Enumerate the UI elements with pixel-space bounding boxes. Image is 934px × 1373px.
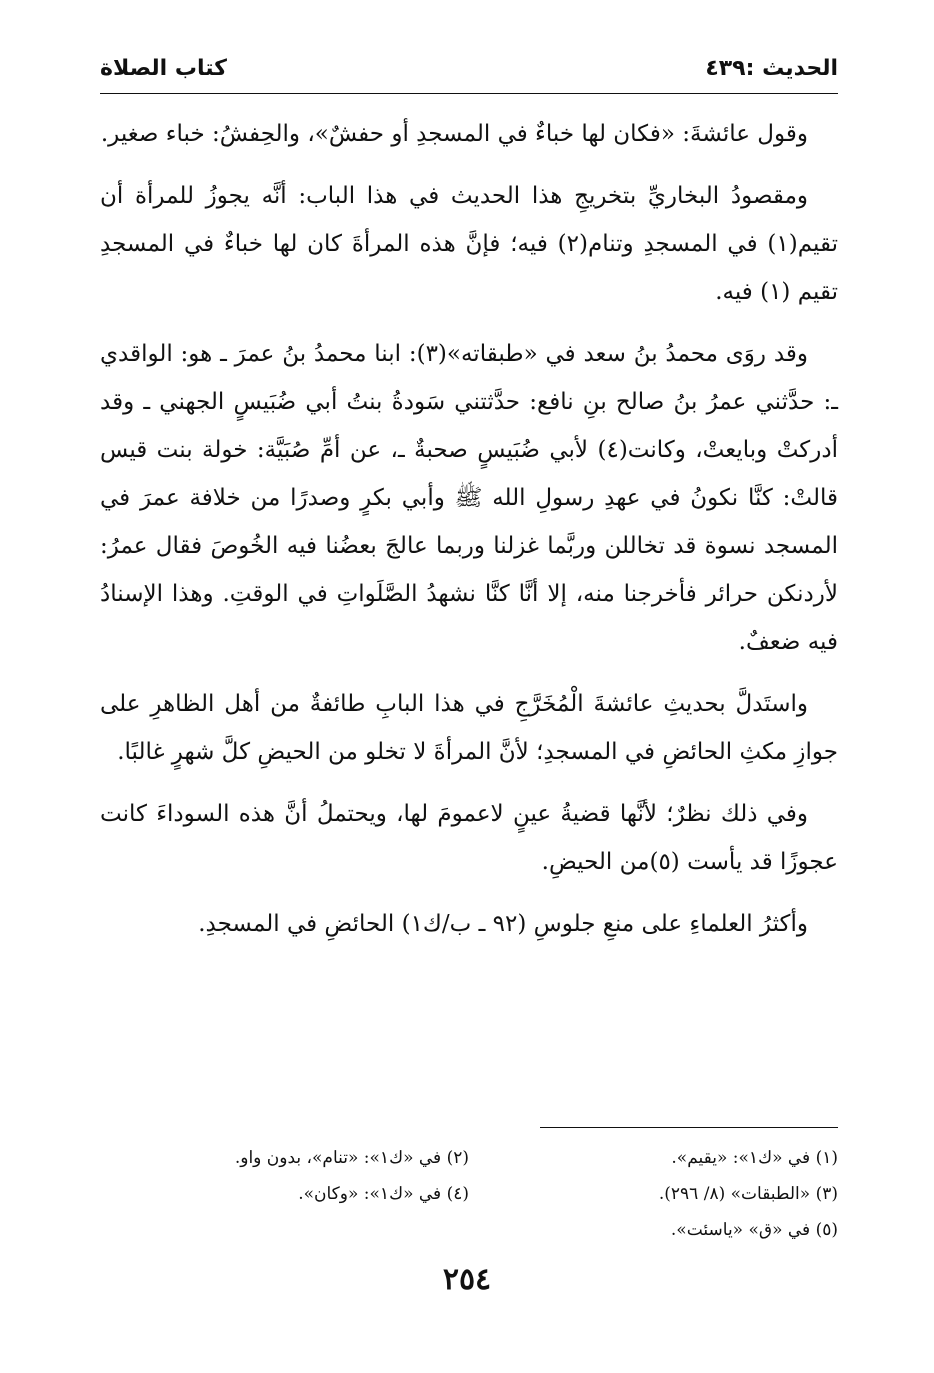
footnote: (٥) في «ق» «ياسئت». bbox=[670, 1220, 838, 1240]
footnote-row bbox=[100, 1176, 838, 1212]
footnote-row bbox=[100, 1140, 838, 1176]
page-number: ٢٥٤ bbox=[442, 1262, 492, 1297]
header-rule bbox=[100, 93, 838, 94]
paragraph: ومقصودُ البخاريِّ بتخريجِ هذا الحديث في هذا الباب: أنَّه يجوزُ للمرأة أن تقيم(١) في المسجدِ وتنام(٢) فيه؛ فإنَّ هذه المرأةَ كان لها خباءٌ في المسجدِ تقيم (١) فيه. bbox=[100, 183, 838, 305]
paragraph: واستَدلَّ بحديثِ عائشةَ الْمُخَرَّجِ في هذا البابِ طائفةٌ من أهل الظاهرِ على جوازِ مكثِ الحائضِ في المسجدِ؛ لأنَّ المرأةَ لا تخلو من الحيضِ كلَّ شهرٍ غالبًا. bbox=[100, 691, 838, 765]
footnote: (٤) في «ك١»: «وكان». bbox=[298, 1184, 469, 1204]
paragraph: وقول عائشةَ: «فكان لها خباءٌ في المسجدِ أو حفشٌ»، والحِفشُ: خباء صغير. bbox=[100, 121, 808, 147]
hadith-reference: الحديث :٤٣٩ bbox=[705, 56, 838, 81]
book-title: كتاب الصلاة bbox=[100, 56, 227, 81]
footnote: (٢) في «ك١»: «تنام»، بدون واو. bbox=[234, 1148, 469, 1168]
paragraph: وأكثرُ العلماءِ على منعِ جلوسِ (٩٢ ـ ب/ك١) الحائضِ في المسجدِ. bbox=[198, 911, 808, 937]
paragraph: وقد روَى محمدُ بنُ سعد في «طبقاته»(٣): ابنا محمدُ بنُ عمرَ ـ هو: الواقدي ـ: حدَّثني عمرُ بنُ صالح بنِ نافع: حدَّثتني سَودةُ بنتُ أبي ضُبَيسٍ الجهني ـ وقد أدركتْ وبايعتْ، وكانت(٤) لأبي ضُبَيسٍ صحبةٌ ـ، عن أمِّ صُبَيَّة: خولة بنت قيس قالتْ: كنَّا نكونُ في عهدِ رسولِ الله ﷺ وأبي بكرٍ وصدرًا من خلافة عمرَ في المسجد نسوة قد تخاللن وربَّما غزلنا وربما عالجَ بعضُنا فيه الخُوصَ فقال عمرُ: لأردنكن حرائر فأخرجنا منه، إلا أنَّا كنَّا نشهدُ الصَّلَواتِ في الوقتِ. وهذا الإسنادُ فيه ضعفٌ. bbox=[100, 341, 838, 655]
main-text bbox=[100, 110, 838, 962]
footnotes bbox=[100, 1140, 838, 1248]
footnote-rule bbox=[540, 1127, 838, 1128]
running-header bbox=[100, 52, 838, 92]
footnote: (١) في «ك١»: «يقيم». bbox=[671, 1148, 838, 1168]
paragraph: وفي ذلك نظرٌ؛ لأنَّها قضيةُ عينٍ لاعمومَ لها، ويحتملُ أنَّ هذه السوداءَ كانت عجوزًا قد يأست (٥)من الحيضِ. bbox=[100, 801, 838, 875]
footnote: (٣) «الطبقات» (٨/ ٢٩٦). bbox=[658, 1184, 838, 1204]
footnote-row bbox=[100, 1212, 838, 1248]
